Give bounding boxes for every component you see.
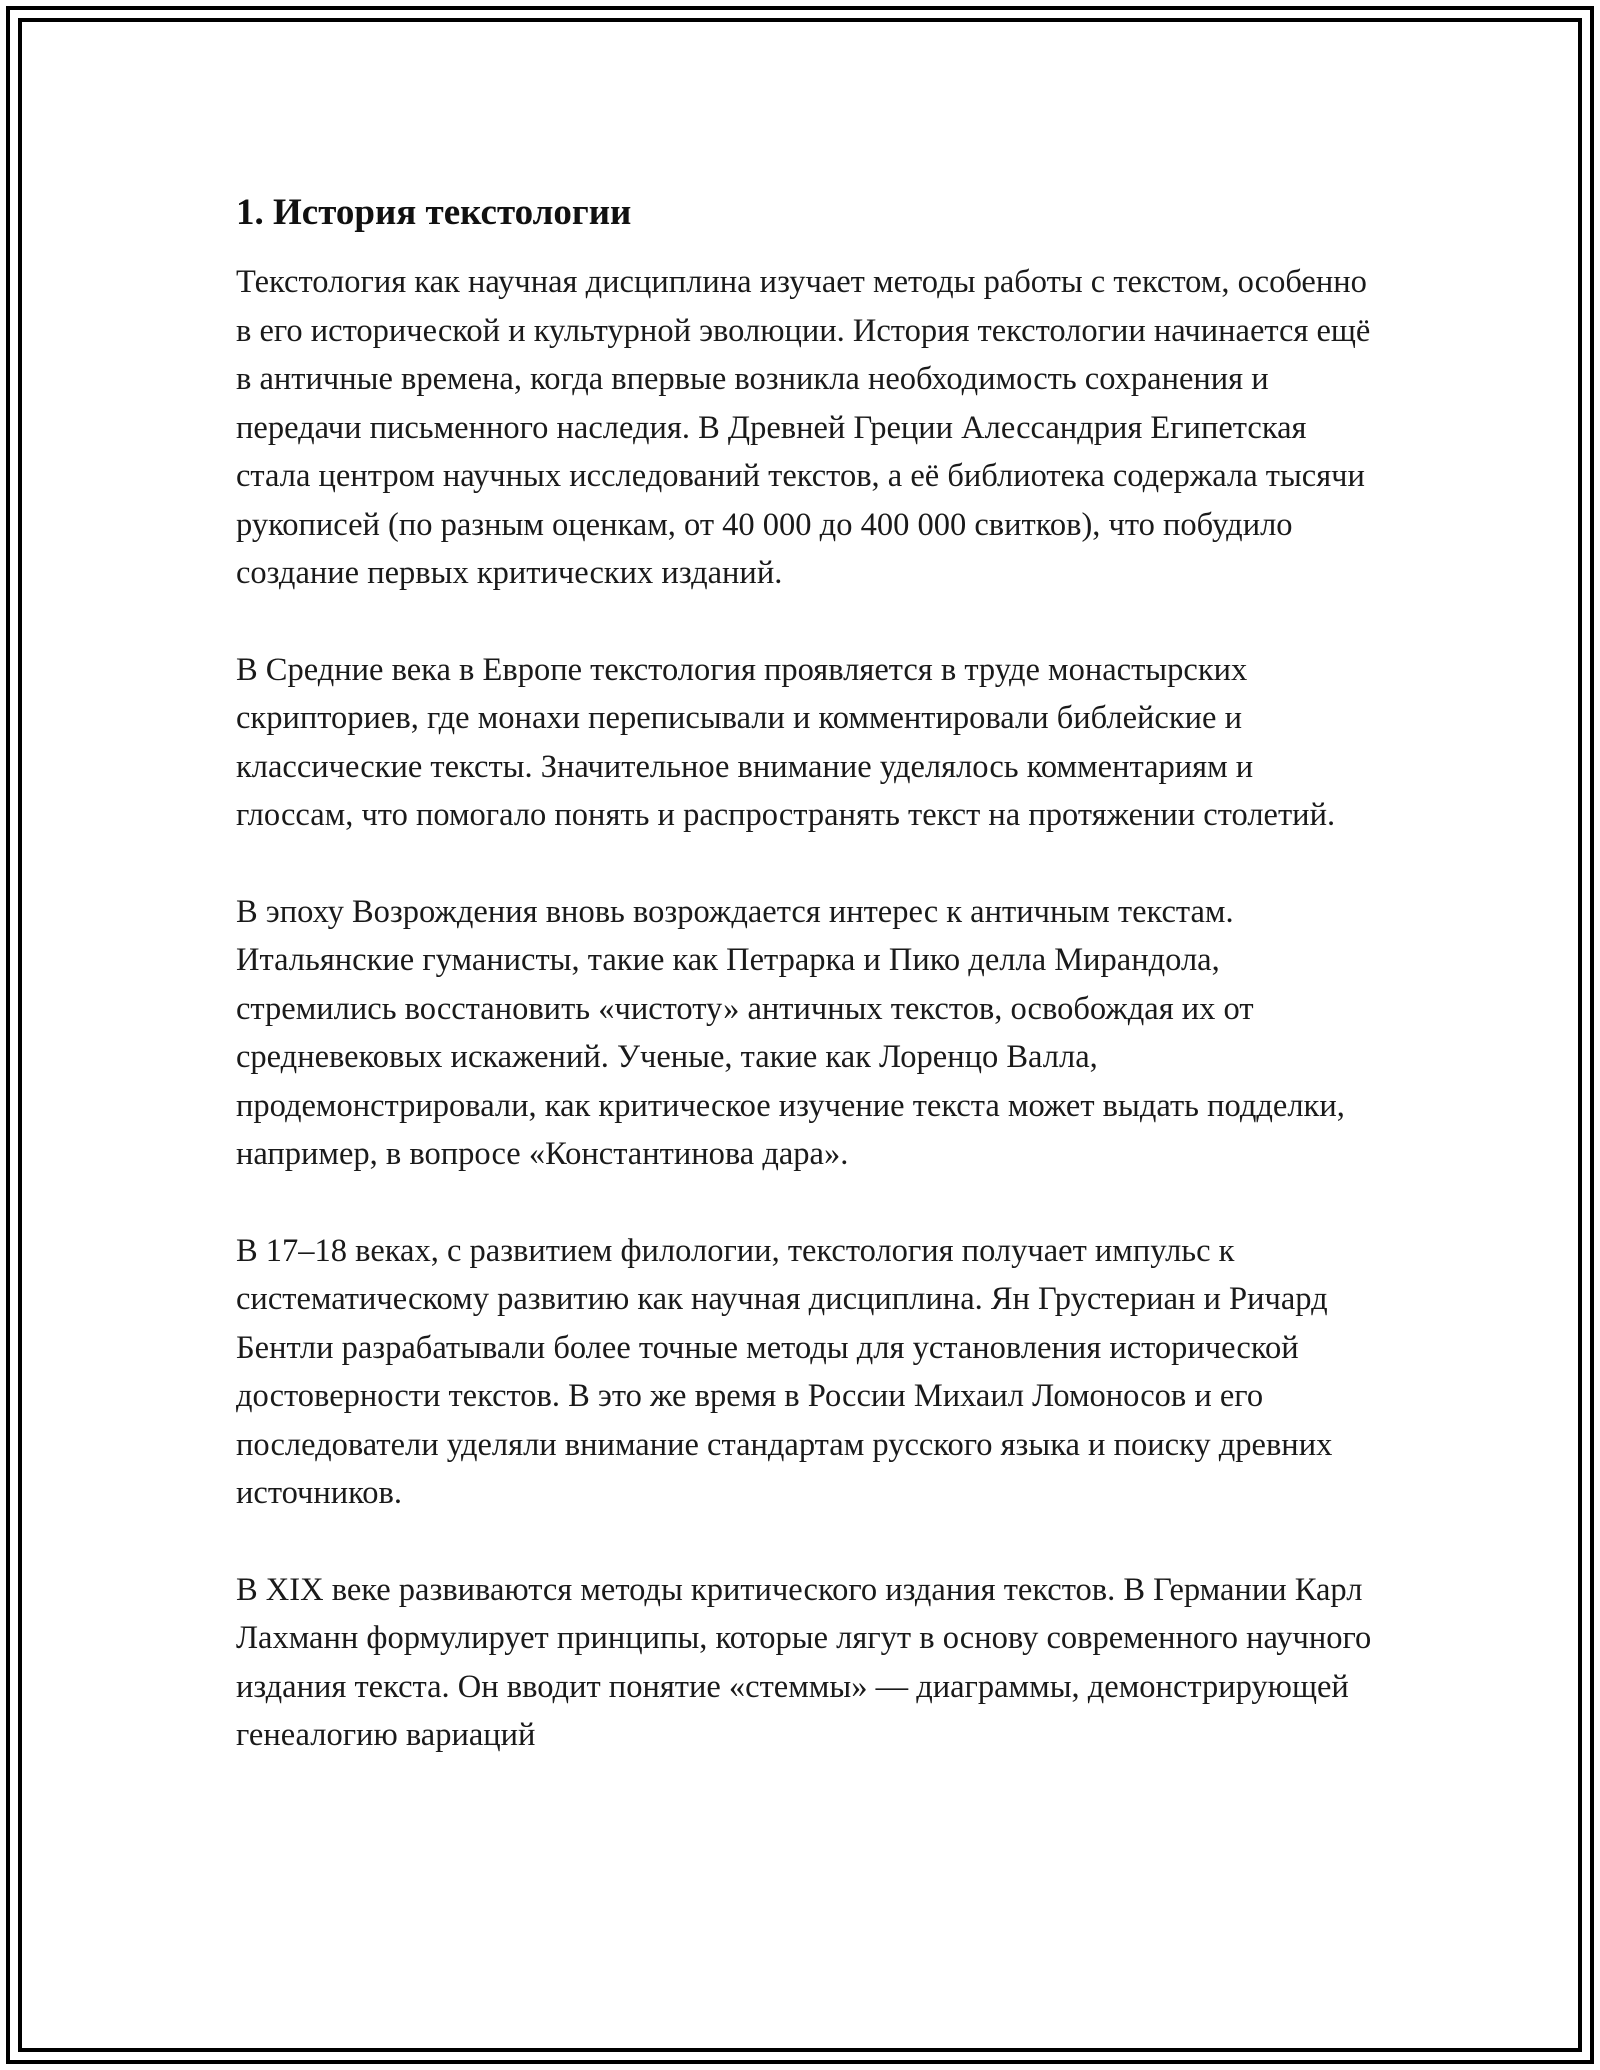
paragraph-renaissance: В эпоху Возрождения вновь возрождается интерес к античным текстам. Итальянские гуманисты, такие как Петрарка и Пико делла Мирандола, стремились восстановить «чистоту» античных текстов, освобождая их от средневековых искажений. Ученые, такие как Лоренцо Валла, продемонстрировали, как критическое изучение текста может выдать подделки, например, в вопросе «Константинова дара». — [236, 893, 1345, 1172]
document-body — [236, 188, 1376, 1808]
paragraph-antiquity: Текстология как научная дисциплина изучает методы работы с текстом, особенно в его исторической и культурной эволюции. История текстологии начинается ещё в античные времена, когда впервые возникла необходимость сохранения и передачи письменного наследия. В Древней Греции Алессандрия Египетская стала центром научных исследований текстов, а её библиотека содержала тысячи рукописей (по разным оценкам, от 40 000 до 400 000 свитков), что побудило создание первых критических изданий. — [236, 264, 1371, 591]
paragraph-17-18-centuries: В 17–18 веках, с развитием филологии, текстология получает импульс к систематическому развитию как научная дисциплина. Ян Грустериан и Ричард Бентли разрабатывали более точные методы для установления исторической достоверности текстов. В это же время в России Михаил Ломоносов и его последователи уделяли внимание стандартам русского языка и поиску древних источников. — [236, 1232, 1333, 1511]
paragraph-19th-century: В XIX веке развиваются методы критического издания текстов. В Германии Карл Лахманн формулирует принципы, которые лягут в основу современного научного издания текста. Он вводит понятие «стеммы» — диаграммы, демонстрирующей генеалогию вариаций — [236, 1571, 1372, 1753]
section-heading: 1. История текстологии — [236, 192, 632, 233]
paragraph-middle-ages: В Средние века в Европе текстология проявляется в труде монастырских скрипториев, где монахи переписывали и комментировали библейские и классические тексты. Значительное внимание уделялось комментариям и глоссам, что помогало понять и распространять текст на протяжении столетий. — [236, 651, 1336, 833]
